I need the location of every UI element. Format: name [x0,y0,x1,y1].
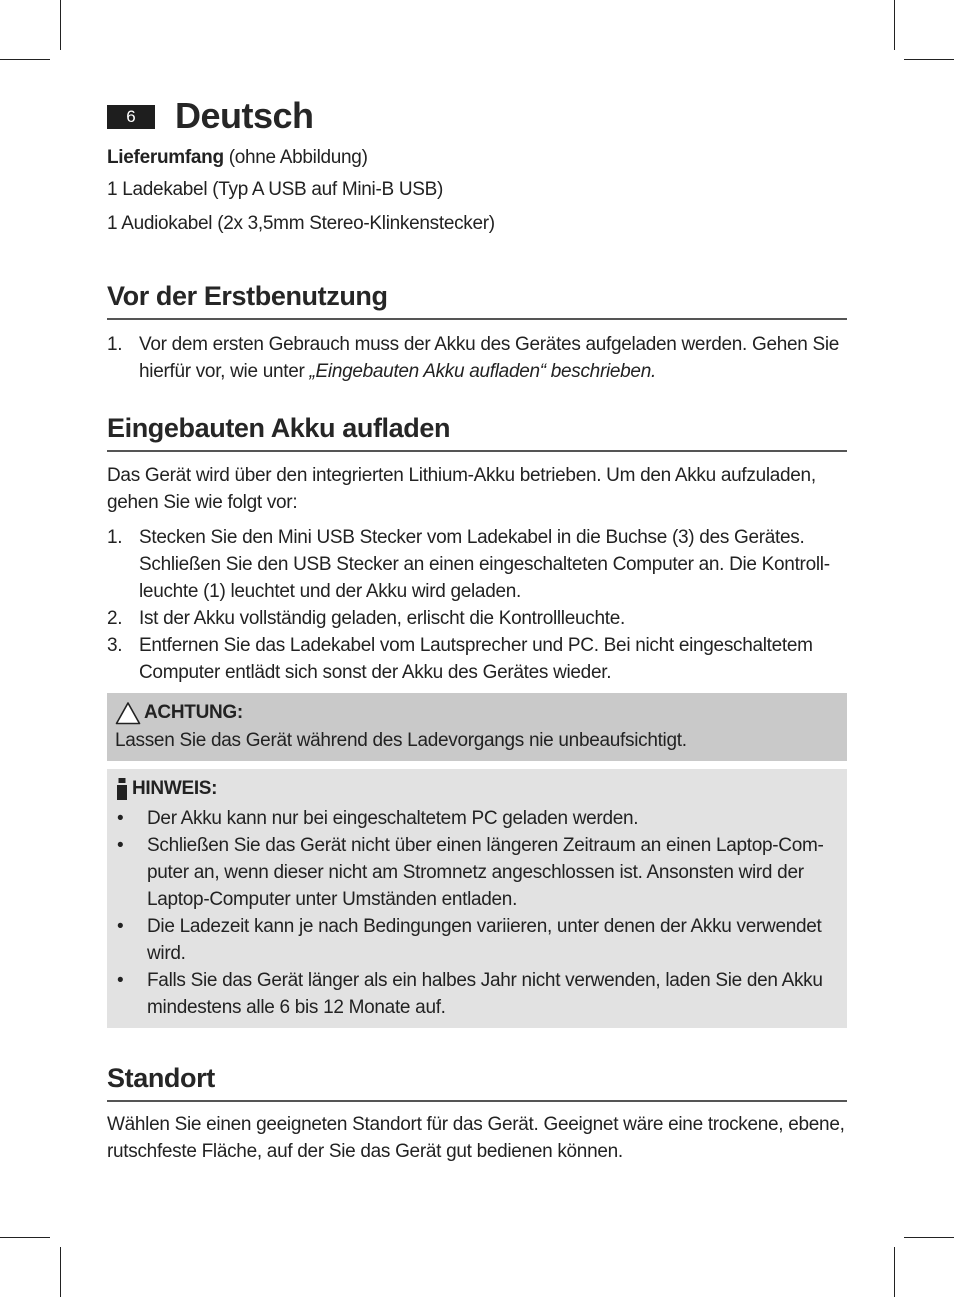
delivery-item: 1 Audiokabel (2x 3,5mm Stereo-Klinkenstecker) [107,213,495,234]
list-item [107,632,847,686]
delivery-note: (ohne Abbildung) [228,147,368,168]
step-text: Vor dem ersten Gebrauch muss der Akku des Gerätes aufgeladen werden. Gehen Sie hierfür vor, wie unter [139,334,840,382]
charging-steps [107,524,847,686]
note-header [115,775,839,803]
warning-triangle-icon [115,701,141,725]
page-number: 6 [107,105,155,129]
step-reference: „Eingebauten Akku aufladen“ beschrieben. [309,361,656,382]
crop-mark [60,1247,61,1297]
step-text: Entfernen Sie das Ladekabel vom Lautsprecher und PC. Bei nicht eingeschaltetem Computer entlädt sich sonst der Akku des Gerätes wieder. [139,635,813,683]
note-item-text: Falls Sie das Gerät länger als ein halbes Jahr nicht verwenden, laden Sie den Akku mindestens alle 6 bis 12 Monate auf. [147,970,823,1018]
section-heading-location: Standort [107,1060,847,1102]
bullet: • [117,970,124,991]
list-item [107,331,847,385]
note-item-text: Schließen Sie das Gerät nicht über einen längeren Zeitraum an einen Laptop-Com-puter an, wenn dieser nicht am Stromnetz angeschlossen ist. Ansonsten wird der Laptop-Computer unter Umständen entladen. [147,835,824,910]
step-number: 2. [107,608,123,629]
bullet: • [117,835,124,856]
step-text: Ist der Akku vollständig geladen, erlischt die Kontrollleuchte. [139,608,625,629]
info-icon [115,777,129,801]
warning-header [115,699,839,727]
delivery-heading [107,143,847,173]
crop-mark [0,59,50,60]
step-number: 1. [107,334,123,355]
list-item [115,805,839,832]
charging-intro: Das Gerät wird über den integrierten Lithium-Akku betrieben. Um den Akku aufzuladen, gehen Sie wie folgt vor: [107,465,816,513]
crop-mark [904,59,954,60]
bullet: • [117,808,124,829]
list-item [115,832,839,913]
crop-mark [894,0,895,50]
location-text: Wählen Sie einen geeigneten Standort für das Gerät. Geeignet wäre eine trockene, ebene, rutschfeste Fläche, auf der Sie das Gerät gut bedienen können. [107,1114,845,1162]
page-header [107,95,847,140]
warning-box [107,693,847,761]
warning-title: ACHTUNG: [144,702,243,723]
list-item [107,524,847,605]
page-title: Deutsch [175,95,314,136]
note-item-text: Die Ladezeit kann je nach Bedingungen variieren, unter denen der Akku verwendet wird. [147,916,822,964]
note-item-text: Der Akku kann nur bei eingeschaltetem PC geladen werden. [147,808,639,829]
bullet: • [117,916,124,937]
crop-mark [904,1237,954,1238]
delivery-section [107,143,847,241]
note-box [107,769,847,1028]
list-item [107,605,847,632]
list-item [115,913,839,967]
list-item [115,967,839,1021]
crop-mark [894,1247,895,1297]
first-use-steps [107,331,847,385]
crop-mark [0,1237,50,1238]
section-heading-first-use: Vor der Erstbenutzung [107,278,847,320]
delivery-label: Lieferumfang [107,147,224,168]
note-list [115,805,839,1021]
warning-text: Lassen Sie das Gerät während des Ladevorgangs nie unbeaufsichtigt. [115,730,687,751]
crop-mark [60,0,61,50]
section-heading-charging: Eingebauten Akku aufladen [107,410,847,452]
step-number: 3. [107,635,123,656]
delivery-item: 1 Ladekabel (Typ A USB auf Mini-B USB) [107,179,444,200]
note-title: HINWEIS: [132,778,218,799]
page-content [107,95,847,1165]
step-text: Stecken Sie den Mini USB Stecker vom Ladekabel in die Buchse (3) des Gerätes. Schließen Sie den USB Stecker an einen eingeschalteten Computer an. Die Kontroll-leuchte (1) leuchtet und der Akku wird geladen. [139,527,830,602]
step-number: 1. [107,527,123,548]
